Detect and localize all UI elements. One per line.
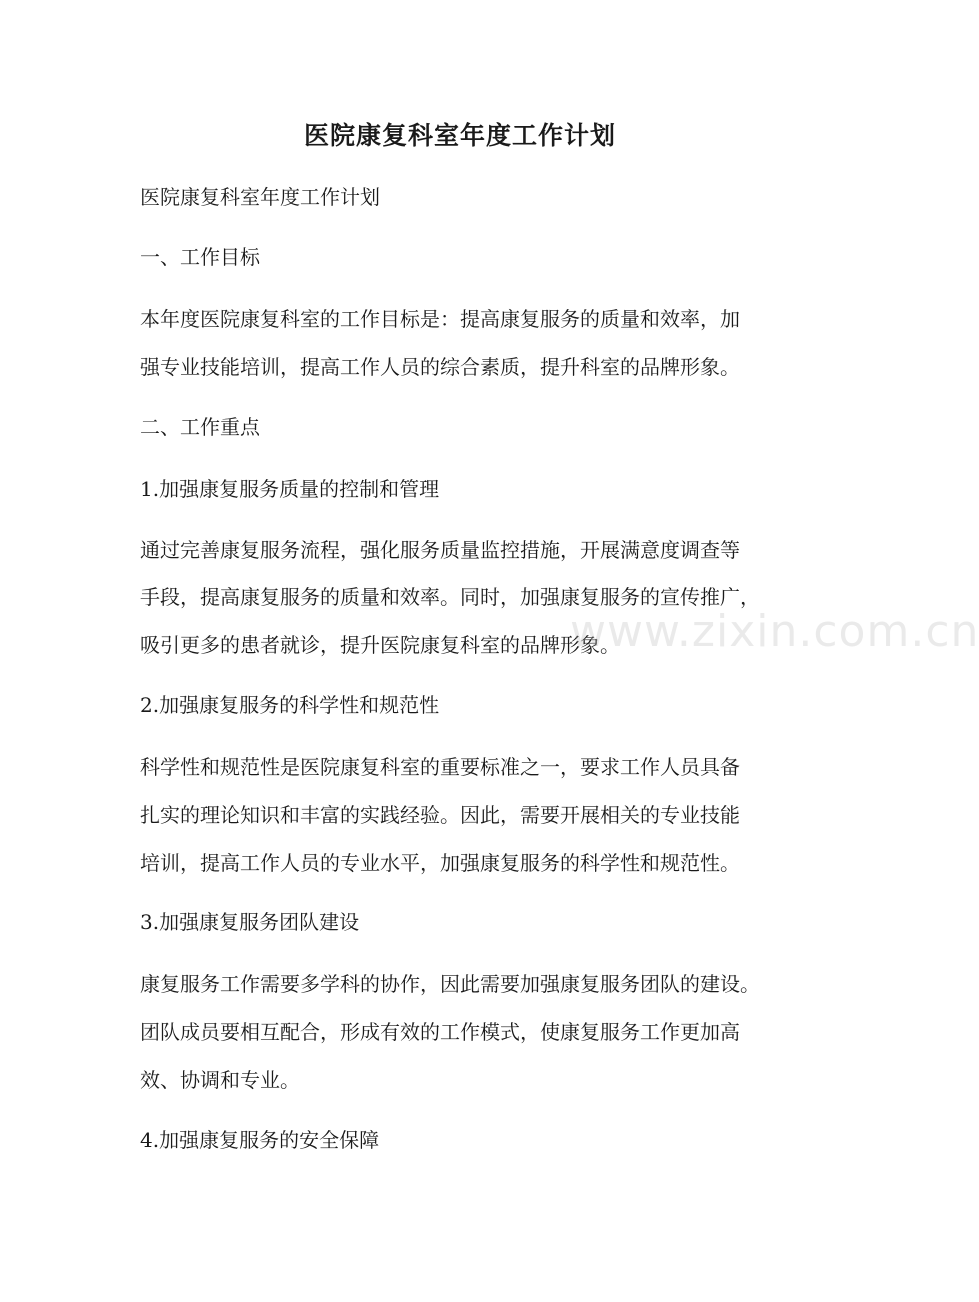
paragraph-line: 扎实的理论知识和丰富的实践经验。因此，需要开展相关的专业技能	[140, 803, 740, 827]
paragraph-line: 效、协调和专业。	[140, 1068, 300, 1092]
paragraph-line: 培训，提高工作人员的专业水平，加强康复服务的科学性和规范性。	[140, 851, 740, 875]
paragraph-line: 本年度医院康复科室的工作目标是：提高康复服务的质量和效率，加	[140, 307, 740, 331]
item-heading-3: 3.加强康复服务团队建设	[140, 910, 360, 934]
section-heading-focus: 二、工作重点	[140, 415, 260, 439]
paragraph-line: 通过完善康复服务流程，强化服务质量监控措施，开展满意度调查等	[140, 538, 740, 562]
paragraph-line: 吸引更多的患者就诊，提升医院康复科室的品牌形象。	[140, 633, 620, 657]
paragraph-line: 康复服务工作需要多学科的协作，因此需要加强康复服务团队的建设。	[140, 972, 760, 996]
watermark: www.zixin.com.cn	[570, 606, 979, 657]
item-heading-1: 1.加强康复服务质量的控制和管理	[140, 477, 440, 501]
item-heading-2: 2.加强康复服务的科学性和规范性	[140, 693, 440, 717]
document-title: 医院康复科室年度工作计划	[303, 121, 616, 150]
paragraph-line: 强专业技能培训，提高工作人员的综合素质，提升科室的品牌形象。	[140, 355, 740, 379]
paragraph-line: 手段，提高康复服务的质量和效率。同时，加强康复服务的宣传推广，	[140, 585, 760, 609]
section-heading-goals: 一、工作目标	[140, 245, 260, 269]
paragraph-line: 科学性和规范性是医院康复科室的重要标准之一，要求工作人员具备	[140, 755, 740, 779]
paragraph-line: 团队成员要相互配合，形成有效的工作模式，使康复服务工作更加高	[140, 1020, 740, 1044]
item-heading-4: 4.加强康复服务的安全保障	[140, 1128, 380, 1152]
document-subtitle: 医院康复科室年度工作计划	[140, 185, 380, 209]
